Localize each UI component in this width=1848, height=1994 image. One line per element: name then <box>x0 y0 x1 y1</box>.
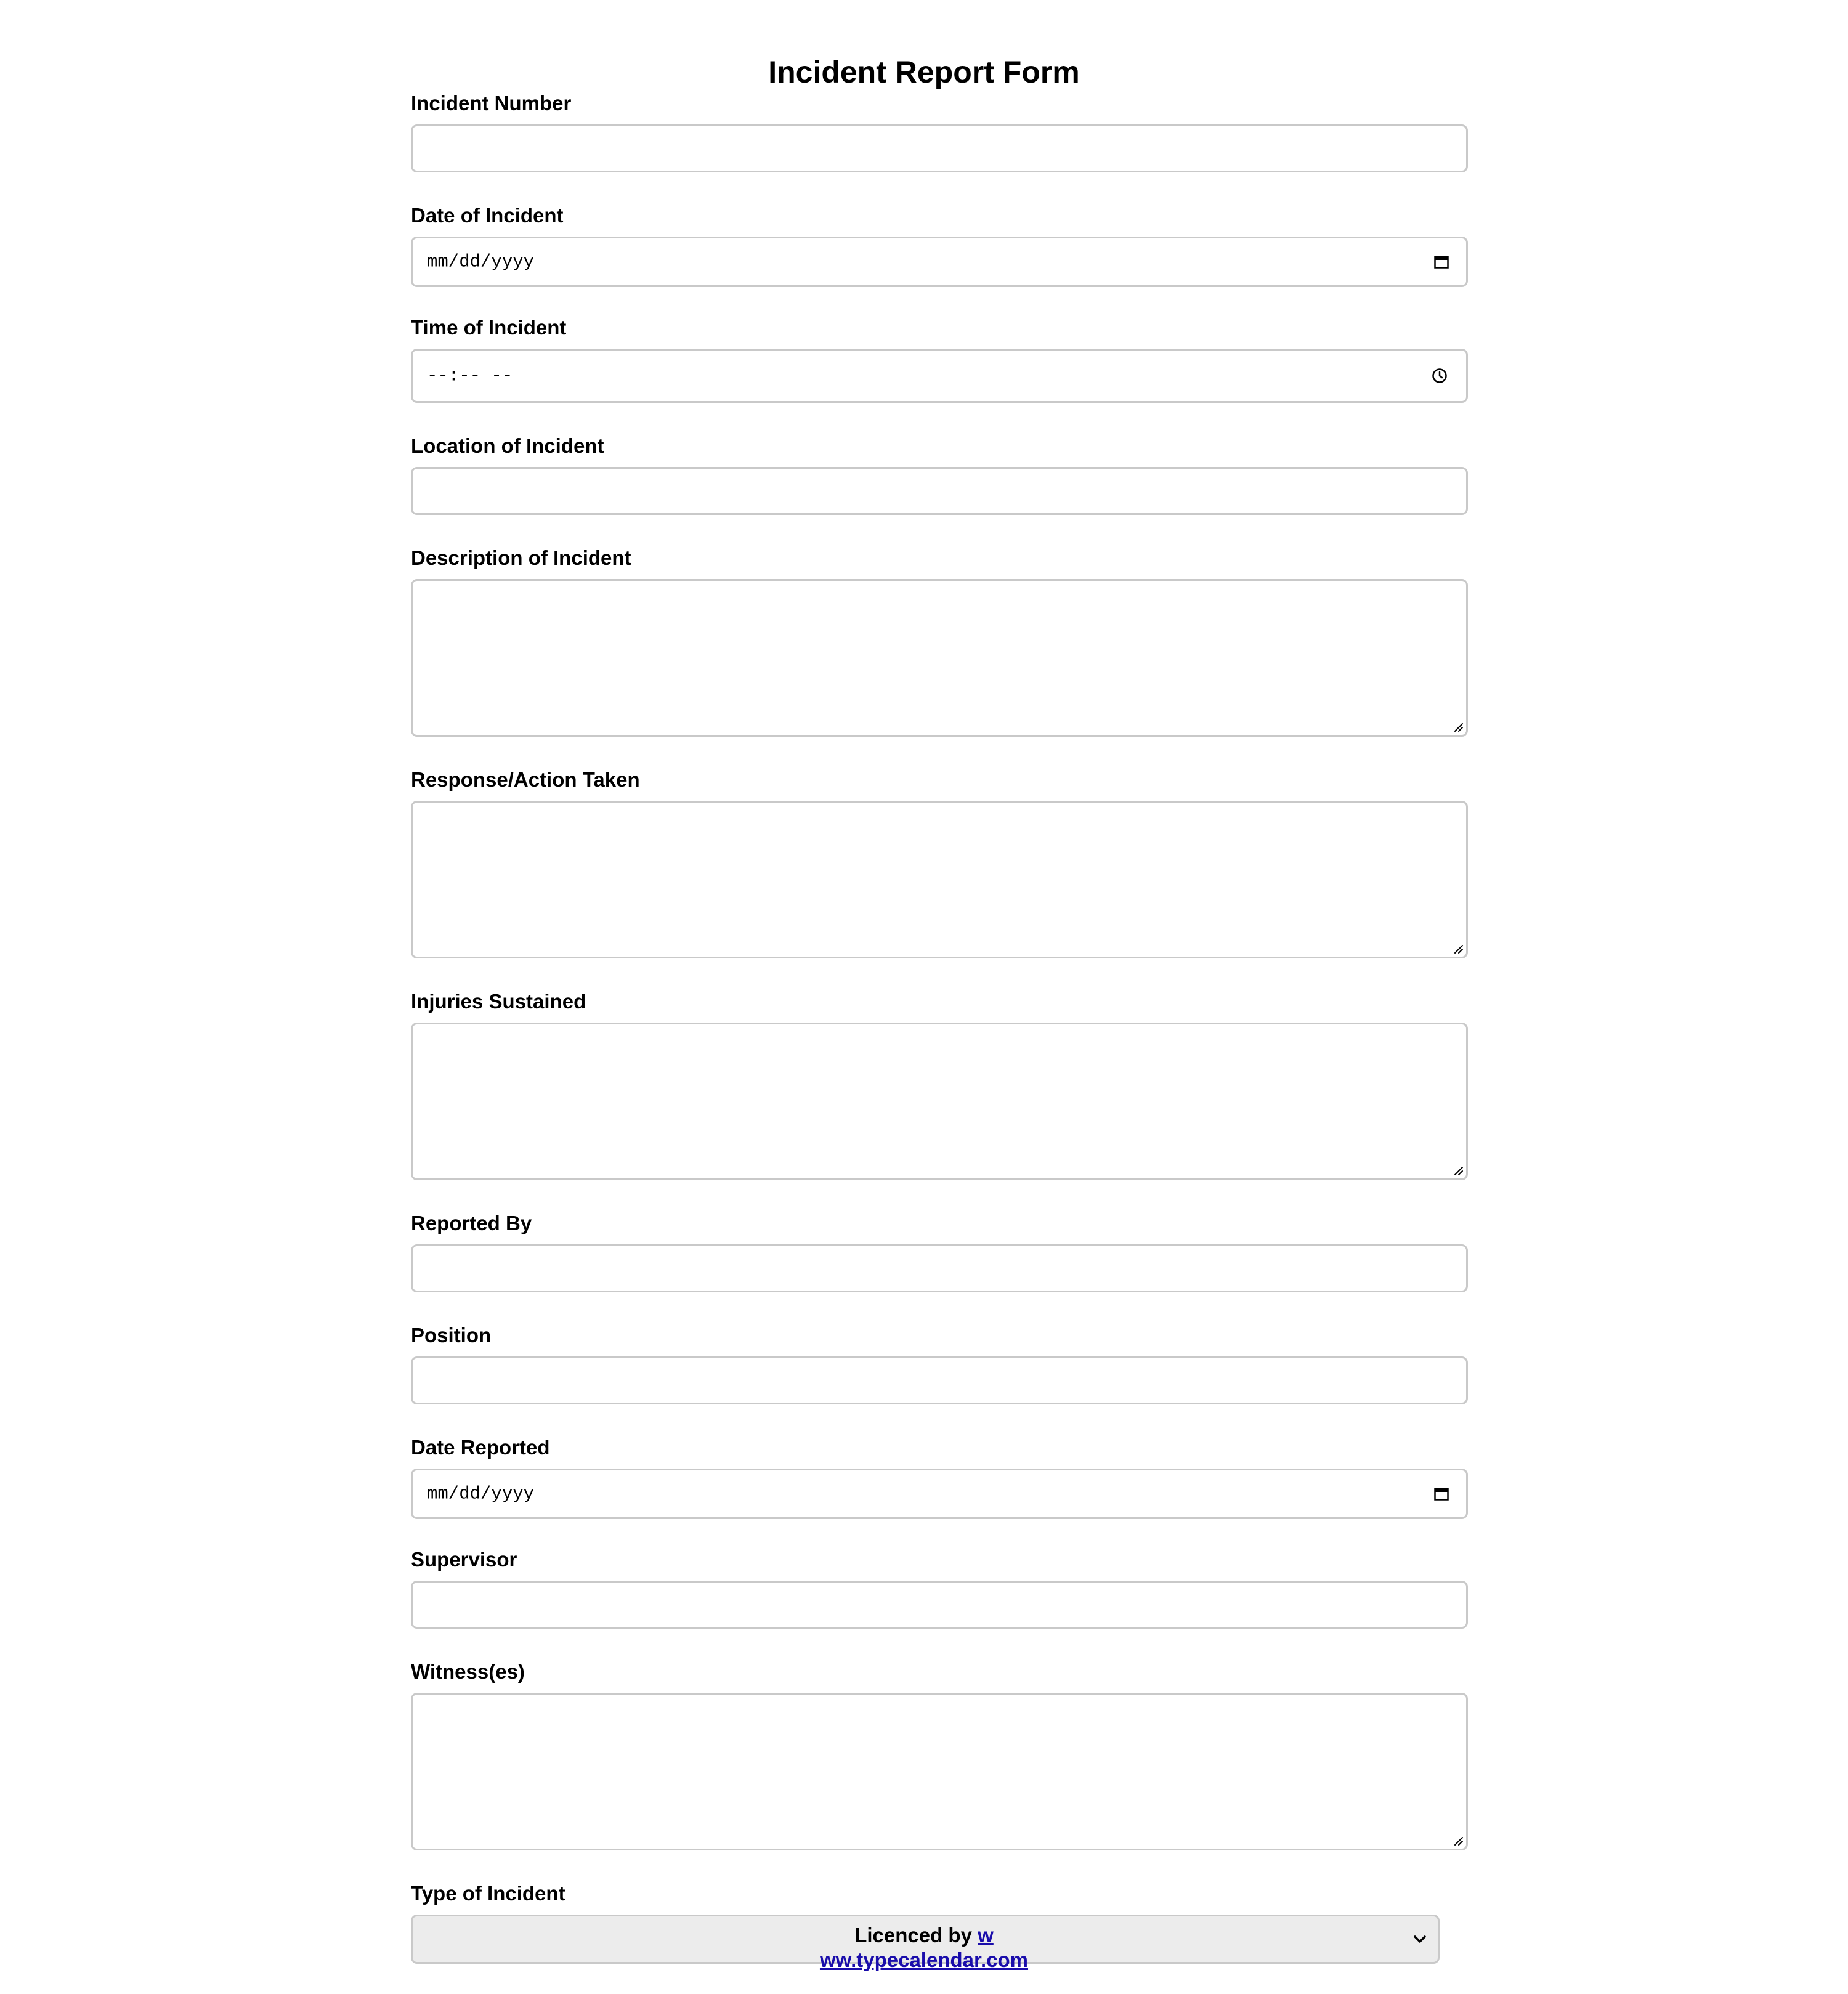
supervisor-input[interactable] <box>411 1581 1468 1629</box>
field-time-of-incident <box>411 315 1468 403</box>
license-line-2 <box>0 1948 1848 1972</box>
license-link-part-2[interactable]: ww.typecalendar.com <box>819 1948 1029 1971</box>
field-position <box>411 1323 1468 1404</box>
witnesses-label: Witness(es) <box>411 1660 525 1683</box>
response-action-taken-textarea[interactable] <box>411 801 1468 958</box>
reported-by-input[interactable] <box>411 1244 1468 1292</box>
date-of-incident-label: Date of Incident <box>411 204 564 227</box>
incident-report-form <box>411 91 1468 1964</box>
field-location-of-incident <box>411 434 1468 515</box>
date-of-incident-input[interactable] <box>411 237 1468 287</box>
field-injuries-sustained <box>411 989 1468 1180</box>
location-of-incident-label: Location of Incident <box>411 434 604 457</box>
date-reported-input[interactable] <box>411 1469 1468 1519</box>
position-label: Position <box>411 1324 492 1347</box>
field-response-action-taken <box>411 768 1468 958</box>
license-prefix: Licenced by <box>854 1924 978 1947</box>
resize-handle-icon[interactable] <box>1453 943 1464 954</box>
resize-handle-icon[interactable] <box>1453 1165 1464 1176</box>
incident-number-input[interactable] <box>411 124 1468 172</box>
time-of-incident-input[interactable] <box>411 349 1468 403</box>
witnesses-textarea[interactable] <box>411 1693 1468 1850</box>
location-of-incident-input[interactable] <box>411 467 1468 515</box>
type-of-incident-label: Type of Incident <box>411 1882 565 1905</box>
date-of-incident-placeholder: mm/dd/yyyy <box>427 251 535 272</box>
resize-handle-icon[interactable] <box>1453 1835 1464 1846</box>
time-of-incident-placeholder: --:-- -- <box>427 365 513 386</box>
reported-by-label: Reported By <box>411 1212 532 1234</box>
description-of-incident-textarea[interactable] <box>411 579 1468 737</box>
time-of-incident-label: Time of Incident <box>411 316 567 339</box>
injuries-sustained-textarea[interactable] <box>411 1023 1468 1180</box>
description-of-incident-label: Description of Incident <box>411 546 631 569</box>
calendar-icon[interactable] <box>1434 1487 1449 1501</box>
position-input[interactable] <box>411 1356 1468 1404</box>
field-reported-by <box>411 1211 1468 1292</box>
field-supervisor <box>411 1547 1468 1629</box>
page-title: Incident Report Form <box>768 54 1080 89</box>
calendar-icon[interactable] <box>1434 255 1449 269</box>
license-footer <box>0 1923 1848 1972</box>
resize-handle-icon[interactable] <box>1453 721 1464 732</box>
date-reported-placeholder: mm/dd/yyyy <box>427 1483 535 1504</box>
field-date-reported <box>411 1435 1468 1519</box>
clock-icon[interactable] <box>1432 368 1448 384</box>
license-link-part-1[interactable]: w <box>978 1924 994 1947</box>
date-reported-label: Date Reported <box>411 1436 550 1459</box>
incident-number-label: Incident Number <box>411 92 572 115</box>
license-line-1 <box>0 1923 1848 1948</box>
supervisor-label: Supervisor <box>411 1548 517 1571</box>
response-action-taken-label: Response/Action Taken <box>411 768 640 791</box>
field-witnesses <box>411 1660 1468 1850</box>
field-description-of-incident <box>411 546 1468 737</box>
field-incident-number <box>411 91 1468 172</box>
field-date-of-incident <box>411 203 1468 287</box>
injuries-sustained-label: Injuries Sustained <box>411 990 586 1013</box>
